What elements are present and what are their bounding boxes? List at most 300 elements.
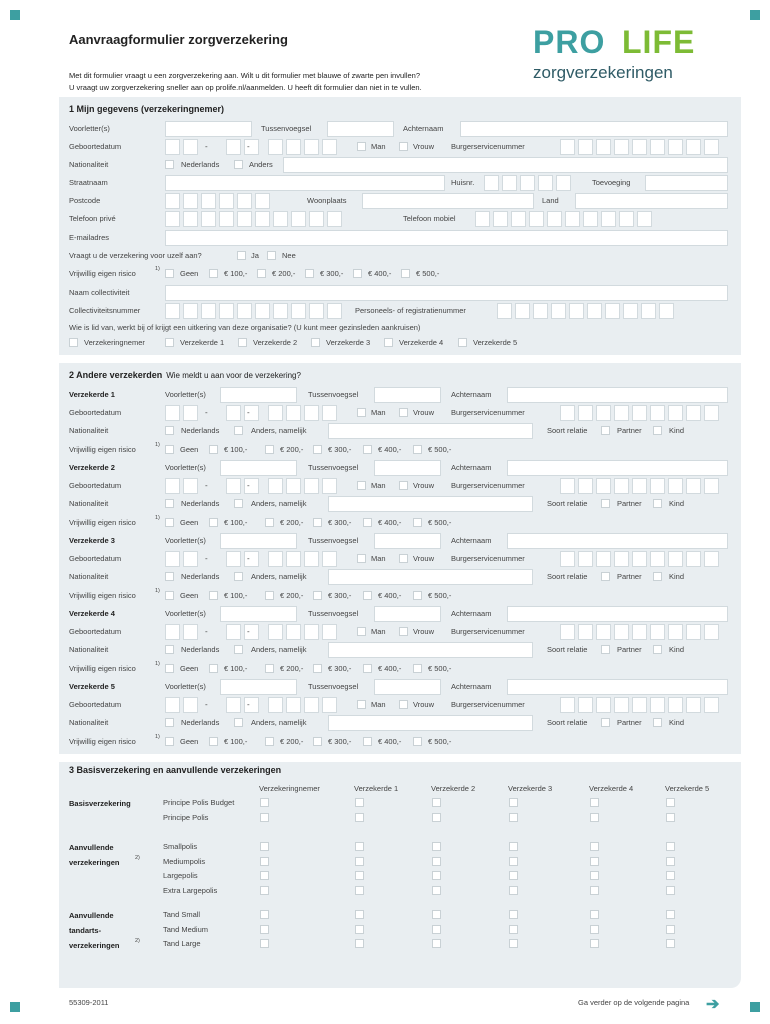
risk-checkbox[interactable] [363, 737, 372, 746]
mobile-cell[interactable] [547, 211, 562, 227]
employee-number-cell[interactable] [623, 303, 638, 319]
gender-checkbox[interactable] [357, 627, 366, 636]
birthdate-cell[interactable] [286, 697, 301, 713]
bsn-cell[interactable] [668, 551, 683, 567]
phone-cell[interactable] [165, 211, 180, 227]
street-input[interactable] [165, 175, 445, 191]
risk-checkbox[interactable] [165, 737, 174, 746]
insurance-checkbox[interactable] [260, 798, 269, 807]
insurance-checkbox[interactable] [590, 813, 599, 822]
birthdate-cell[interactable] [268, 697, 283, 713]
nationality-checkbox[interactable] [165, 572, 174, 581]
relation-checkbox[interactable] [601, 718, 610, 727]
gender-checkbox[interactable] [357, 700, 366, 709]
insurance-checkbox[interactable] [590, 910, 599, 919]
self-no-checkbox[interactable] [267, 251, 276, 260]
insurance-checkbox[interactable] [509, 871, 518, 880]
risk-checkbox[interactable] [257, 269, 266, 278]
risk-checkbox[interactable] [313, 518, 322, 527]
initials-input[interactable] [220, 387, 297, 403]
birthdate-cell[interactable] [322, 697, 337, 713]
insurance-checkbox[interactable] [260, 925, 269, 934]
bsn-cell[interactable] [668, 139, 683, 155]
gender-checkbox[interactable] [357, 554, 366, 563]
house-number-cell[interactable] [502, 175, 517, 191]
insurance-checkbox[interactable] [432, 798, 441, 807]
employee-number-cell[interactable] [551, 303, 566, 319]
nationality-other-input[interactable] [328, 423, 533, 439]
birthdate-cell[interactable] [304, 478, 319, 494]
bsn-cell[interactable] [560, 405, 575, 421]
phone-cell[interactable] [237, 211, 252, 227]
insurance-checkbox[interactable] [260, 886, 269, 895]
birthdate-cell[interactable] [286, 405, 301, 421]
birthdate-cell[interactable] [322, 139, 337, 155]
nationality-checkbox[interactable] [165, 426, 174, 435]
birthdate-cell[interactable] [322, 551, 337, 567]
initials-input[interactable] [220, 533, 297, 549]
phone-cell[interactable] [273, 211, 288, 227]
birthdate-cell[interactable] [286, 551, 301, 567]
prefix-input[interactable] [374, 460, 441, 476]
insurance-checkbox[interactable] [666, 886, 675, 895]
birthdate-cell[interactable] [165, 624, 180, 640]
mobile-cell[interactable] [637, 211, 652, 227]
phone-cell[interactable] [327, 211, 342, 227]
insurance-checkbox[interactable] [666, 910, 675, 919]
birthdate-cell[interactable] [226, 624, 241, 640]
initials-input[interactable] [220, 460, 297, 476]
phone-cell[interactable] [219, 211, 234, 227]
bsn-cell[interactable] [650, 405, 665, 421]
mobile-cell[interactable] [619, 211, 634, 227]
bsn-cell[interactable] [686, 624, 701, 640]
gender-checkbox[interactable] [357, 408, 366, 417]
surname-input[interactable] [507, 460, 728, 476]
prefix-input[interactable] [374, 387, 441, 403]
relation-checkbox[interactable] [601, 499, 610, 508]
birthdate-cell[interactable] [226, 551, 241, 567]
bsn-cell[interactable] [560, 624, 575, 640]
risk-checkbox[interactable] [313, 591, 322, 600]
bsn-cell[interactable] [668, 697, 683, 713]
bsn-cell[interactable] [650, 478, 665, 494]
addition-input[interactable] [645, 175, 728, 191]
mobile-cell[interactable] [601, 211, 616, 227]
insurance-checkbox[interactable] [590, 939, 599, 948]
bsn-cell[interactable] [686, 551, 701, 567]
collective-number-cell[interactable] [237, 303, 252, 319]
birthdate-cell[interactable] [304, 624, 319, 640]
nationality-checkbox[interactable] [165, 645, 174, 654]
insurance-checkbox[interactable] [666, 939, 675, 948]
insurance-checkbox[interactable] [666, 857, 675, 866]
insurance-checkbox[interactable] [509, 842, 518, 851]
bsn-cell[interactable] [560, 139, 575, 155]
risk-checkbox[interactable] [313, 445, 322, 454]
bsn-cell[interactable] [596, 139, 611, 155]
insurance-checkbox[interactable] [355, 842, 364, 851]
initials-input[interactable] [165, 121, 252, 137]
postcode-cell[interactable] [237, 193, 252, 209]
gender-checkbox[interactable] [357, 481, 366, 490]
bsn-cell[interactable] [686, 478, 701, 494]
postcode-cell[interactable] [255, 193, 270, 209]
bsn-cell[interactable] [704, 624, 719, 640]
birthdate-cell[interactable] [268, 478, 283, 494]
risk-checkbox[interactable] [165, 664, 174, 673]
bsn-cell[interactable] [650, 139, 665, 155]
mobile-cell[interactable] [565, 211, 580, 227]
birthdate-cell[interactable] [165, 139, 180, 155]
birthdate-cell[interactable] [183, 405, 198, 421]
insurance-checkbox[interactable] [590, 871, 599, 880]
bsn-cell[interactable] [596, 697, 611, 713]
bsn-cell[interactable] [686, 405, 701, 421]
phone-cell[interactable] [309, 211, 324, 227]
relation-checkbox[interactable] [653, 572, 662, 581]
mobile-cell[interactable] [529, 211, 544, 227]
insurance-checkbox[interactable] [666, 871, 675, 880]
insurance-checkbox[interactable] [666, 925, 675, 934]
bsn-cell[interactable] [596, 405, 611, 421]
surname-input[interactable] [507, 387, 728, 403]
birthdate-cell[interactable] [165, 551, 180, 567]
insurance-checkbox[interactable] [355, 871, 364, 880]
birthdate-cell[interactable] [304, 697, 319, 713]
house-number-cell[interactable] [556, 175, 571, 191]
risk-checkbox[interactable] [165, 591, 174, 600]
risk-checkbox[interactable] [413, 445, 422, 454]
mobile-cell[interactable] [475, 211, 490, 227]
birthdate-cell[interactable] [183, 478, 198, 494]
risk-checkbox[interactable] [265, 518, 274, 527]
bsn-cell[interactable] [632, 624, 647, 640]
birthdate-cell[interactable] [226, 139, 241, 155]
bsn-cell[interactable] [614, 624, 629, 640]
postcode-cell[interactable] [183, 193, 198, 209]
birthdate-cell[interactable] [183, 551, 198, 567]
insurance-checkbox[interactable] [355, 939, 364, 948]
bsn-cell[interactable] [596, 624, 611, 640]
birthdate-cell[interactable] [226, 478, 241, 494]
city-input[interactable] [362, 193, 534, 209]
risk-checkbox[interactable] [209, 518, 218, 527]
initials-input[interactable] [220, 606, 297, 622]
phone-cell[interactable] [183, 211, 198, 227]
bsn-cell[interactable] [668, 478, 683, 494]
insurance-checkbox[interactable] [590, 798, 599, 807]
surname-input[interactable] [507, 606, 728, 622]
nationality-checkbox[interactable] [234, 718, 243, 727]
birthdate-cell[interactable] [322, 624, 337, 640]
insurance-checkbox[interactable] [355, 925, 364, 934]
birthdate-cell[interactable] [183, 624, 198, 640]
birthdate-cell[interactable] [268, 405, 283, 421]
insurance-checkbox[interactable] [355, 798, 364, 807]
phone-cell[interactable] [201, 211, 216, 227]
risk-checkbox[interactable] [305, 269, 314, 278]
insurance-checkbox[interactable] [509, 798, 518, 807]
risk-checkbox[interactable] [209, 664, 218, 673]
birthdate-cell[interactable] [268, 139, 283, 155]
member-checkbox[interactable] [238, 338, 247, 347]
bsn-cell[interactable] [668, 624, 683, 640]
bsn-cell[interactable] [614, 478, 629, 494]
phone-cell[interactable] [291, 211, 306, 227]
relation-checkbox[interactable] [601, 426, 610, 435]
risk-checkbox[interactable] [363, 664, 372, 673]
bsn-cell[interactable] [632, 139, 647, 155]
risk-checkbox[interactable] [363, 445, 372, 454]
nationality-checkbox[interactable] [234, 645, 243, 654]
house-number-cell[interactable] [538, 175, 553, 191]
insurance-checkbox[interactable] [432, 925, 441, 934]
bsn-cell[interactable] [578, 697, 593, 713]
collective-number-cell[interactable] [327, 303, 342, 319]
initials-input[interactable] [220, 679, 297, 695]
birthdate-cell[interactable] [322, 405, 337, 421]
birthdate-cell[interactable] [268, 551, 283, 567]
risk-checkbox[interactable] [265, 591, 274, 600]
employee-number-cell[interactable] [659, 303, 674, 319]
bsn-cell[interactable] [704, 551, 719, 567]
insurance-checkbox[interactable] [509, 813, 518, 822]
risk-checkbox[interactable] [265, 445, 274, 454]
employee-number-cell[interactable] [533, 303, 548, 319]
member-checkbox[interactable] [384, 338, 393, 347]
surname-input[interactable] [507, 533, 728, 549]
employee-number-cell[interactable] [569, 303, 584, 319]
birthdate-cell[interactable] [226, 405, 241, 421]
insurance-checkbox[interactable] [509, 886, 518, 895]
risk-checkbox[interactable] [353, 269, 362, 278]
bsn-cell[interactable] [704, 478, 719, 494]
gender-checkbox[interactable] [399, 554, 408, 563]
insurance-checkbox[interactable] [432, 842, 441, 851]
risk-checkbox[interactable] [413, 737, 422, 746]
employee-number-cell[interactable] [497, 303, 512, 319]
insurance-checkbox[interactable] [432, 886, 441, 895]
insurance-checkbox[interactable] [432, 939, 441, 948]
birthdate-cell[interactable] [183, 139, 198, 155]
birthdate-cell[interactable] [304, 405, 319, 421]
bsn-cell[interactable] [686, 697, 701, 713]
gender-checkbox[interactable] [399, 408, 408, 417]
bsn-cell[interactable] [704, 697, 719, 713]
insurance-checkbox[interactable] [509, 910, 518, 919]
insurance-checkbox[interactable] [260, 842, 269, 851]
relation-checkbox[interactable] [601, 645, 610, 654]
insurance-checkbox[interactable] [590, 925, 599, 934]
employee-number-cell[interactable] [587, 303, 602, 319]
birthdate-cell[interactable] [165, 697, 180, 713]
insurance-checkbox[interactable] [260, 813, 269, 822]
employee-number-cell[interactable] [515, 303, 530, 319]
gender-checkbox[interactable] [357, 142, 366, 151]
risk-checkbox[interactable] [165, 269, 174, 278]
insurance-checkbox[interactable] [260, 871, 269, 880]
insurance-checkbox[interactable] [355, 910, 364, 919]
relation-checkbox[interactable] [653, 718, 662, 727]
bsn-cell[interactable] [632, 697, 647, 713]
insurance-checkbox[interactable] [260, 857, 269, 866]
birthdate-cell[interactable] [286, 478, 301, 494]
bsn-cell[interactable] [704, 139, 719, 155]
risk-checkbox[interactable] [401, 269, 410, 278]
collective-number-cell[interactable] [219, 303, 234, 319]
member-checkbox[interactable] [311, 338, 320, 347]
bsn-cell[interactable] [578, 405, 593, 421]
risk-checkbox[interactable] [209, 445, 218, 454]
relation-checkbox[interactable] [653, 426, 662, 435]
house-number-cell[interactable] [520, 175, 535, 191]
nationality-other-input[interactable] [328, 569, 533, 585]
bsn-cell[interactable] [632, 405, 647, 421]
employee-number-cell[interactable] [605, 303, 620, 319]
birthdate-cell[interactable] [183, 697, 198, 713]
collective-number-cell[interactable] [201, 303, 216, 319]
bsn-cell[interactable] [632, 478, 647, 494]
bsn-cell[interactable] [650, 551, 665, 567]
risk-checkbox[interactable] [413, 591, 422, 600]
bsn-cell[interactable] [668, 405, 683, 421]
bsn-cell[interactable] [578, 478, 593, 494]
risk-checkbox[interactable] [265, 664, 274, 673]
risk-checkbox[interactable] [413, 664, 422, 673]
member-checkbox[interactable] [165, 338, 174, 347]
risk-checkbox[interactable] [165, 518, 174, 527]
birthdate-cell[interactable] [165, 478, 180, 494]
insurance-checkbox[interactable] [666, 798, 675, 807]
insurance-checkbox[interactable] [590, 857, 599, 866]
risk-checkbox[interactable] [313, 664, 322, 673]
gender-checkbox[interactable] [399, 142, 408, 151]
collective-number-cell[interactable] [309, 303, 324, 319]
nationality-checkbox[interactable] [234, 499, 243, 508]
bsn-cell[interactable] [686, 139, 701, 155]
risk-checkbox[interactable] [165, 445, 174, 454]
collective-number-cell[interactable] [183, 303, 198, 319]
collective-number-cell[interactable] [273, 303, 288, 319]
birthdate-cell[interactable] [322, 478, 337, 494]
birthdate-cell[interactable] [286, 139, 301, 155]
insurance-checkbox[interactable] [432, 910, 441, 919]
postcode-cell[interactable] [201, 193, 216, 209]
nationality-other-input[interactable] [328, 642, 533, 658]
bsn-cell[interactable] [650, 697, 665, 713]
prefix-input[interactable] [327, 121, 394, 137]
surname-input[interactable] [507, 679, 728, 695]
collective-number-cell[interactable] [291, 303, 306, 319]
nationality-other-input[interactable] [328, 496, 533, 512]
relation-checkbox[interactable] [601, 572, 610, 581]
insurance-checkbox[interactable] [666, 842, 675, 851]
collective-number-cell[interactable] [165, 303, 180, 319]
gender-checkbox[interactable] [399, 627, 408, 636]
bsn-cell[interactable] [596, 478, 611, 494]
bsn-cell[interactable] [632, 551, 647, 567]
nationality-checkbox[interactable] [234, 426, 243, 435]
birthdate-cell[interactable] [304, 139, 319, 155]
collective-number-cell[interactable] [255, 303, 270, 319]
house-number-cell[interactable] [484, 175, 499, 191]
birthdate-cell[interactable] [226, 697, 241, 713]
member-checkbox[interactable] [458, 338, 467, 347]
collective-name-input[interactable] [165, 285, 728, 301]
postcode-cell[interactable] [165, 193, 180, 209]
insurance-checkbox[interactable] [355, 857, 364, 866]
prefix-input[interactable] [374, 533, 441, 549]
mobile-cell[interactable] [493, 211, 508, 227]
bsn-cell[interactable] [560, 551, 575, 567]
gender-checkbox[interactable] [399, 481, 408, 490]
bsn-cell[interactable] [596, 551, 611, 567]
bsn-cell[interactable] [614, 139, 629, 155]
employee-number-cell[interactable] [641, 303, 656, 319]
nationality-checkbox[interactable] [165, 718, 174, 727]
bsn-cell[interactable] [560, 697, 575, 713]
insurance-checkbox[interactable] [355, 813, 364, 822]
nationality-checkbox[interactable] [234, 160, 243, 169]
risk-checkbox[interactable] [209, 591, 218, 600]
insurance-checkbox[interactable] [590, 886, 599, 895]
mobile-cell[interactable] [511, 211, 526, 227]
nationality-checkbox[interactable] [165, 499, 174, 508]
insurance-checkbox[interactable] [260, 939, 269, 948]
insurance-checkbox[interactable] [355, 886, 364, 895]
risk-checkbox[interactable] [209, 269, 218, 278]
risk-checkbox[interactable] [413, 518, 422, 527]
bsn-cell[interactable] [560, 478, 575, 494]
insurance-checkbox[interactable] [666, 813, 675, 822]
nationality-other-input[interactable] [328, 715, 533, 731]
bsn-cell[interactable] [614, 697, 629, 713]
nationality-checkbox[interactable] [234, 572, 243, 581]
insurance-checkbox[interactable] [590, 842, 599, 851]
insurance-checkbox[interactable] [509, 925, 518, 934]
surname-input[interactable] [460, 121, 728, 137]
bsn-cell[interactable] [650, 624, 665, 640]
risk-checkbox[interactable] [313, 737, 322, 746]
email-input[interactable] [165, 230, 728, 246]
risk-checkbox[interactable] [209, 737, 218, 746]
bsn-cell[interactable] [578, 551, 593, 567]
prefix-input[interactable] [374, 606, 441, 622]
country-input[interactable] [575, 193, 728, 209]
birthdate-cell[interactable] [304, 551, 319, 567]
member-checkbox[interactable] [69, 338, 78, 347]
self-yes-checkbox[interactable] [237, 251, 246, 260]
insurance-checkbox[interactable] [509, 939, 518, 948]
risk-checkbox[interactable] [363, 591, 372, 600]
mobile-cell[interactable] [583, 211, 598, 227]
bsn-cell[interactable] [578, 139, 593, 155]
birthdate-cell[interactable] [165, 405, 180, 421]
risk-checkbox[interactable] [363, 518, 372, 527]
gender-checkbox[interactable] [399, 700, 408, 709]
phone-cell[interactable] [255, 211, 270, 227]
birthdate-cell[interactable] [286, 624, 301, 640]
nationality-other-input[interactable] [283, 157, 728, 173]
bsn-cell[interactable] [614, 405, 629, 421]
bsn-cell[interactable] [704, 405, 719, 421]
insurance-checkbox[interactable] [432, 813, 441, 822]
birthdate-cell[interactable] [268, 624, 283, 640]
insurance-checkbox[interactable] [509, 857, 518, 866]
bsn-cell[interactable] [578, 624, 593, 640]
prefix-input[interactable] [374, 679, 441, 695]
